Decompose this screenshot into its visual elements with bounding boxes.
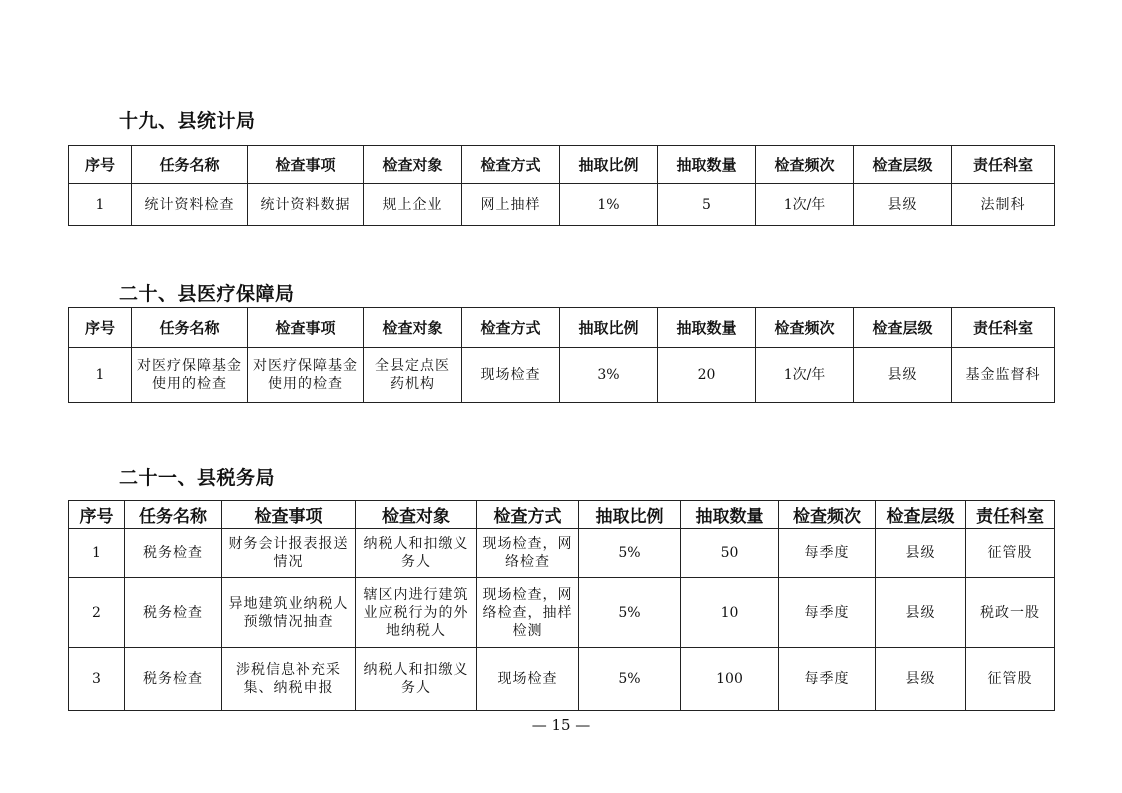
header-cell: 任务名称 bbox=[132, 146, 248, 184]
header-cell: 检查事项 bbox=[222, 501, 356, 529]
table-row bbox=[69, 529, 1055, 578]
table-header-row bbox=[69, 146, 1055, 184]
header-cell: 检查对象 bbox=[364, 308, 462, 348]
header-cell: 抽取比例 bbox=[579, 501, 681, 529]
table-cell: 辖区内进行建筑业应税行为的外地纳税人 bbox=[356, 578, 477, 648]
header-cell: 检查层级 bbox=[876, 501, 966, 529]
table-cell: 50 bbox=[681, 529, 779, 578]
table-cell: 现场检查 bbox=[477, 648, 579, 711]
tax-bureau-task-table bbox=[68, 500, 1055, 711]
table-cell: 全县定点医药机构 bbox=[364, 348, 462, 403]
table-header-row bbox=[69, 308, 1055, 348]
table-cell: 3 bbox=[69, 648, 125, 711]
statistics-task-table bbox=[68, 145, 1055, 226]
table-cell: 统计资料数据 bbox=[248, 184, 364, 226]
table-row bbox=[69, 184, 1055, 226]
section-title-medical-security: 二十、县医疗保障局 bbox=[119, 283, 295, 305]
table-cell: 1次/年 bbox=[756, 348, 854, 403]
header-cell: 检查层级 bbox=[854, 146, 952, 184]
table-cell: 征管股 bbox=[966, 529, 1055, 578]
table-cell: 每季度 bbox=[779, 578, 876, 648]
header-cell: 序号 bbox=[69, 146, 132, 184]
table-cell: 规上企业 bbox=[364, 184, 462, 226]
page-number: — 15 — bbox=[531, 716, 591, 734]
header-cell: 检查对象 bbox=[356, 501, 477, 529]
header-cell: 任务名称 bbox=[125, 501, 222, 529]
table-cell: 网上抽样 bbox=[462, 184, 560, 226]
table-row bbox=[69, 648, 1055, 711]
table-cell: 法制科 bbox=[952, 184, 1055, 226]
table-cell: 现场检查 bbox=[462, 348, 560, 403]
table-cell: 20 bbox=[658, 348, 756, 403]
table-cell: 征管股 bbox=[966, 648, 1055, 711]
header-cell: 检查方式 bbox=[462, 146, 560, 184]
table-cell: 每季度 bbox=[779, 648, 876, 711]
table-cell: 纳税人和扣缴义务人 bbox=[356, 648, 477, 711]
table-cell: 县级 bbox=[854, 348, 952, 403]
section-title-statistics: 十九、县统计局 bbox=[119, 110, 256, 132]
table-cell: 税务检查 bbox=[125, 529, 222, 578]
table-cell: 5 bbox=[658, 184, 756, 226]
table-cell: 基金监督科 bbox=[952, 348, 1055, 403]
table-cell: 税政一股 bbox=[966, 578, 1055, 648]
header-cell: 检查层级 bbox=[854, 308, 952, 348]
table-cell: 涉税信息补充采集、纳税申报 bbox=[222, 648, 356, 711]
table-cell: 5% bbox=[579, 648, 681, 711]
section-title-tax-bureau: 二十一、县税务局 bbox=[119, 467, 276, 489]
header-cell: 抽取数量 bbox=[658, 308, 756, 348]
table-row bbox=[69, 578, 1055, 648]
table-cell: 税务检查 bbox=[125, 578, 222, 648]
table-cell: 税务检查 bbox=[125, 648, 222, 711]
header-cell: 抽取比例 bbox=[560, 308, 658, 348]
table-cell: 异地建筑业纳税人预缴情况抽查 bbox=[222, 578, 356, 648]
header-cell: 检查频次 bbox=[779, 501, 876, 529]
table-cell: 财务会计报表报送情况 bbox=[222, 529, 356, 578]
header-cell: 责任科室 bbox=[966, 501, 1055, 529]
header-cell: 任务名称 bbox=[132, 308, 248, 348]
table-cell: 每季度 bbox=[779, 529, 876, 578]
table-cell: 1 bbox=[69, 184, 132, 226]
table-cell: 县级 bbox=[854, 184, 952, 226]
header-cell: 责任科室 bbox=[952, 146, 1055, 184]
table-cell: 1% bbox=[560, 184, 658, 226]
header-cell: 检查方式 bbox=[477, 501, 579, 529]
header-cell: 检查事项 bbox=[248, 308, 364, 348]
table-cell: 县级 bbox=[876, 648, 966, 711]
table-cell: 3% bbox=[560, 348, 658, 403]
medical-security-task-table bbox=[68, 307, 1055, 403]
table-cell: 1 bbox=[69, 529, 125, 578]
header-cell: 检查事项 bbox=[248, 146, 364, 184]
table-cell: 5% bbox=[579, 529, 681, 578]
header-cell: 检查对象 bbox=[364, 146, 462, 184]
table-cell: 现场检查，网络检查 bbox=[477, 529, 579, 578]
header-cell: 序号 bbox=[69, 501, 125, 529]
table-cell: 县级 bbox=[876, 529, 966, 578]
header-cell: 检查频次 bbox=[756, 146, 854, 184]
header-cell: 检查方式 bbox=[462, 308, 560, 348]
table-row bbox=[69, 348, 1055, 403]
table-cell: 统计资料检查 bbox=[132, 184, 248, 226]
header-cell: 检查频次 bbox=[756, 308, 854, 348]
table-cell: 对医疗保障基金使用的检查 bbox=[248, 348, 364, 403]
header-cell: 抽取数量 bbox=[681, 501, 779, 529]
table-header-row bbox=[69, 501, 1055, 529]
table-cell: 5% bbox=[579, 578, 681, 648]
header-cell: 抽取数量 bbox=[658, 146, 756, 184]
table-cell: 县级 bbox=[876, 578, 966, 648]
header-cell: 责任科室 bbox=[952, 308, 1055, 348]
table-cell: 10 bbox=[681, 578, 779, 648]
table-cell: 100 bbox=[681, 648, 779, 711]
table-cell: 1次/年 bbox=[756, 184, 854, 226]
table-cell: 现场检查，网络检查，抽样检测 bbox=[477, 578, 579, 648]
table-cell: 1 bbox=[69, 348, 132, 403]
header-cell: 序号 bbox=[69, 308, 132, 348]
table-cell: 对医疗保障基金使用的检查 bbox=[132, 348, 248, 403]
table-cell: 纳税人和扣缴义务人 bbox=[356, 529, 477, 578]
header-cell: 抽取比例 bbox=[560, 146, 658, 184]
table-cell: 2 bbox=[69, 578, 125, 648]
